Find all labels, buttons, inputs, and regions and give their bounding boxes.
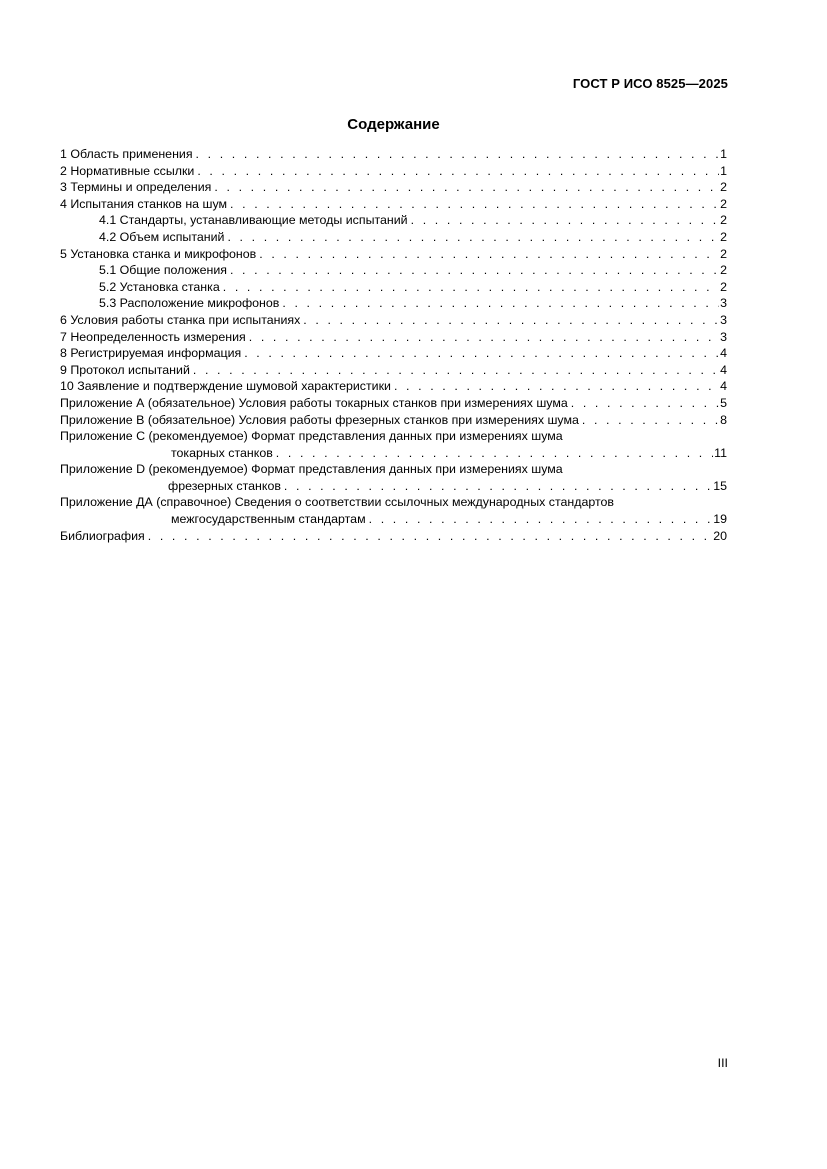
toc-entry-appendix-c[interactable] <box>60 428 727 461</box>
toc-entry[interactable] <box>60 163 727 180</box>
toc-entry-title-continuation: токарных станков <box>171 445 273 460</box>
toc-subentry[interactable] <box>60 229 727 246</box>
toc-entry-title: 5.3 Расположение микрофонов <box>99 296 280 311</box>
toc-entry-title: Приложение D (рекомендуемое) Формат представления данных при измерениях шума <box>60 462 563 477</box>
toc-leader-dots <box>223 279 719 296</box>
toc-entry[interactable] <box>60 246 727 263</box>
toc-entry-title: 5.1 Общие положения <box>99 263 227 278</box>
toc-leader-dots <box>276 445 713 462</box>
toc-entry-title: 6 Условия работы станка при испытаниях <box>60 312 301 327</box>
toc-entry-continuation <box>60 478 727 495</box>
toc-entry[interactable] <box>60 362 727 379</box>
toc-page-number: 1 <box>720 147 727 161</box>
toc-entry-appendix-a[interactable] <box>60 395 727 412</box>
toc-leader-dots <box>571 395 719 412</box>
toc-subentry[interactable] <box>60 212 727 229</box>
toc-entry-title: Приложение А (обязательное) Условия работы токарных станков при измерениях шума <box>60 395 568 410</box>
toc-title: Содержание <box>347 116 440 133</box>
toc-leader-dots <box>197 163 719 180</box>
toc-subentry[interactable] <box>60 279 727 296</box>
toc-leader-dots <box>244 345 719 362</box>
toc-entry-title: 5.2 Установка станка <box>99 279 220 294</box>
toc-entry-title: Приложение В (обязательное) Условия работы фрезерных станков при измерениях шума <box>60 412 579 427</box>
toc-entry[interactable] <box>60 378 727 395</box>
toc-entry-title: Приложение ДА (справочное) Сведения о соответствии ссылочных международных стандартов <box>60 495 615 510</box>
toc-leader-dots <box>249 329 719 346</box>
toc-page-number: 2 <box>720 213 727 228</box>
toc-entry-title: 5 Установка станка и микрофонов <box>60 246 257 261</box>
toc-leader-dots <box>230 262 719 279</box>
toc-entry-bibliography[interactable] <box>60 528 727 545</box>
toc-page-number: 4 <box>720 379 727 394</box>
toc-page-number: 3 <box>720 296 727 311</box>
toc-entry-title: 1 Область применения <box>60 147 193 161</box>
toc-entry-title-continuation: фрезерных станков <box>168 478 281 493</box>
toc-entry-title: Библиография <box>60 528 145 543</box>
toc-entry-title: 10 Заявление и подтверждение шумовой характеристики <box>60 379 391 394</box>
toc-page-number: 8 <box>720 412 727 427</box>
toc-entry[interactable] <box>60 179 727 196</box>
toc-leader-dots <box>227 229 719 246</box>
toc-leader-dots <box>148 528 712 545</box>
toc-entry-appendix-d[interactable] <box>60 461 727 494</box>
toc-page-number: 2 <box>720 246 727 261</box>
toc-leader-dots <box>411 212 719 229</box>
toc-leader-dots <box>196 146 720 163</box>
toc-entry[interactable] <box>60 146 727 163</box>
toc-page-number: 1 <box>720 163 727 178</box>
toc-entry-appendix-b[interactable] <box>60 412 727 429</box>
toc-page-number: 5 <box>720 395 727 410</box>
page-number: III <box>717 1056 728 1070</box>
toc-page-number: 3 <box>720 312 727 327</box>
toc-entry-title-continuation: межгосударственным стандартам <box>171 512 366 527</box>
toc-entry-title: 8 Регистрируемая информация <box>60 346 242 361</box>
toc-entry-title: 4 Испытания станков на шум <box>60 196 228 211</box>
toc-entry-continuation <box>60 445 727 462</box>
toc-leader-dots <box>230 196 719 213</box>
toc-leader-dots <box>282 295 719 312</box>
toc-leader-dots <box>582 412 719 429</box>
toc-entry[interactable] <box>60 196 727 213</box>
toc-leader-dots <box>284 478 712 495</box>
toc-leader-dots <box>303 312 719 329</box>
toc-leader-dots <box>369 511 713 528</box>
toc-leader-dots <box>259 246 719 263</box>
toc-page-number: 2 <box>720 263 727 278</box>
toc-page-number: 4 <box>720 362 727 377</box>
toc-entry-continuation <box>60 511 727 528</box>
toc-page-number: 2 <box>720 196 727 211</box>
toc-entry[interactable] <box>60 345 727 362</box>
toc-entry-title: 2 Нормативные ссылки <box>60 163 195 178</box>
toc-page-number: 2 <box>720 229 727 244</box>
toc-page-number: 19 <box>713 512 727 527</box>
toc-leader-dots <box>193 362 719 379</box>
toc-entry-title: 9 Протокол испытаний <box>60 362 190 377</box>
toc-entry-appendix-da[interactable] <box>60 494 727 527</box>
toc-page-number: 3 <box>720 329 727 344</box>
toc-page-number: 2 <box>720 180 727 195</box>
table-of-contents <box>60 146 727 544</box>
toc-entry-title: 3 Термины и определения <box>60 180 212 195</box>
toc-entry-title: 4.2 Объем испытаний <box>99 229 225 244</box>
toc-entry[interactable] <box>60 329 727 346</box>
toc-entry-title: 7 Неопределенность измерения <box>60 329 246 344</box>
toc-page-number: 4 <box>720 346 727 361</box>
toc-page-number: 20 <box>713 528 727 543</box>
toc-subentry[interactable] <box>60 262 727 279</box>
toc-subentry[interactable] <box>60 295 727 312</box>
toc-entry-title: Приложение С (рекомендуемое) Формат представления данных при измерениях шума <box>60 429 563 444</box>
toc-page-number: 15 <box>713 478 727 493</box>
toc-page-number: 2 <box>720 279 727 294</box>
toc-entry-title: 4.1 Стандарты, устанавливающие методы испытаний <box>99 213 408 228</box>
toc-leader-dots <box>214 179 719 196</box>
document-code: ГОСТ Р ИСО 8525—2025 <box>572 76 728 91</box>
toc-leader-dots <box>394 378 719 395</box>
toc-page-number: 11 <box>714 445 727 460</box>
toc-entry[interactable] <box>60 312 727 329</box>
